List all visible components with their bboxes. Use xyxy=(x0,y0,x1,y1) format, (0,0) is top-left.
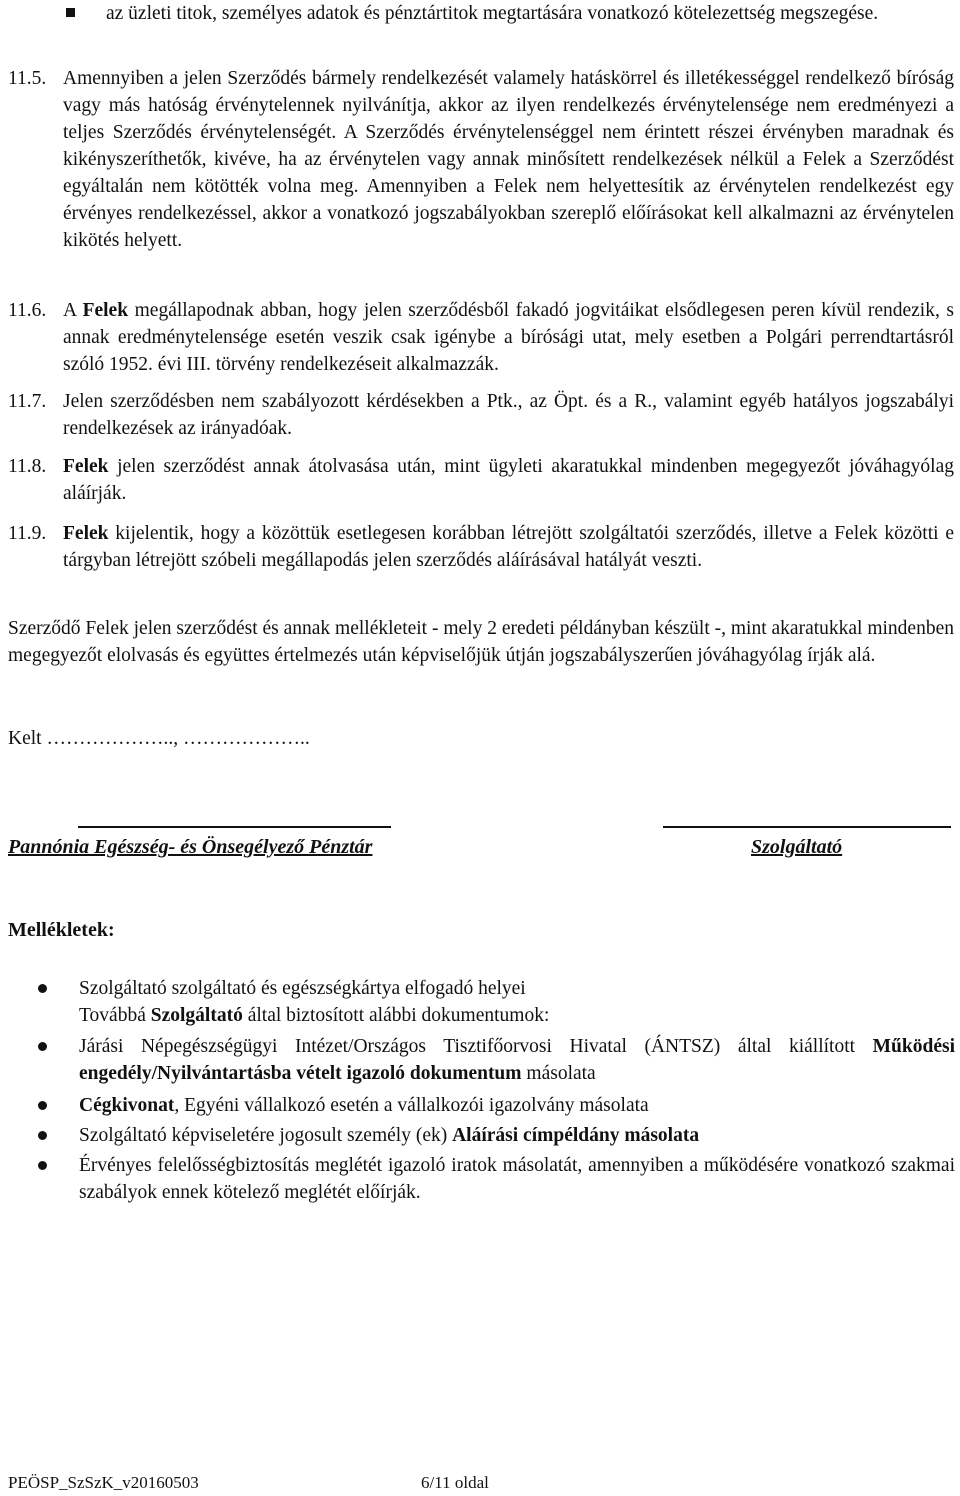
signature-line-right xyxy=(663,826,951,828)
attachment-text: Érvényes felelősségbiztosítás meglétét igazoló iratok másolatát, amennyiben a működésére vonatkozó szakmai szabályok ennek kötelező meglétét előírják. xyxy=(79,1155,955,1203)
signatory-right: Szolgáltató xyxy=(751,836,843,858)
attachment-line: Szolgáltató szolgáltató és egészségkártya elfogadó helyei xyxy=(79,978,526,999)
attachment-text: Járási Népegészségügyi Intézet/Országos Tisztifőorvosi Hivatal (ÁNTSZ) által kiállított Működési engedély/Nyilvántartásba vételt igazoló dokumentum másolata xyxy=(79,1036,955,1084)
clause-bold-term: Felek xyxy=(63,456,109,477)
attachment-text xyxy=(79,975,955,1029)
clause-number: 11.7. xyxy=(8,391,47,412)
clause-11-5 xyxy=(8,65,954,254)
clause-11-6 xyxy=(8,297,954,378)
clause-bold-term: Felek xyxy=(82,300,129,321)
clause-text: Jelen szerződésben nem szabályozott kérdésekben a Ptk., az Öpt. és a R., valamint egyéb hatályos jogszabályi rendelkezések az irányadóak. xyxy=(63,391,954,439)
clause-11-9 xyxy=(8,520,954,574)
clause-text-rest: jelen szerződést annak átolvasása után, mint ügyleti akaratukkal mindenben megegyezőt jóváhagyólag aláírják. xyxy=(63,456,954,504)
clause-text xyxy=(63,297,954,378)
footer-document-id: PEÖSP_SzSzK_v20160503 xyxy=(8,1473,199,1492)
closing-paragraph: Szerződő Felek jelen szerződést és annak mellékleteit - mely 2 eredeti példányban készült -, mint akaratukkal mindenben megegyezőt elolvasás és együttes értelmezés után képviselőjük útján jogszabályszerűen jóváhagyólag írják alá. xyxy=(8,618,954,666)
signature-line-left xyxy=(78,826,391,828)
attachments-heading: Mellékletek: xyxy=(8,919,115,941)
footer-page-number: 6/11 oldal xyxy=(421,1473,489,1492)
clause-text: Amennyiben a jelen Szerződés bármely rendelkezését valamely hatáskörrel és illetékességgel rendelkező bíróság vagy más hatóság érvénytelennek nyilvánítja, akkor az ilyen rendelkezés érvénytelensége nem eredményezi a teljes Szerződés érvénytelenségét. A Szerződés érvénytelenséggel nem érintett részei érvényben maradnak és kikényszeríthetők, kivéve, ha az érvénytelen vagy annak minősített rendelkezések nélkül a Felek a Szerződést egyáltalán nem kötötték volna meg. Amennyiben a Felek nem helyettesítik az érvénytelen rendelkezést egy érvényes rendelkezéssel, akkor a vonatkozó jogszabályokban szereplő előírásokat kell alkalmazni az érvénytelen kikötés helyett. xyxy=(63,68,954,251)
clause-number: 11.8. xyxy=(8,456,47,477)
clause-text-rest: kijelentik, hogy a közöttük esetlegesen korábban létrejött szolgáltatói szerződés, illetve a Felek közötti e tárgyban létrejött szóbeli megállapodás jelen szerződés aláírásával hatályát veszti. xyxy=(63,523,954,571)
bullet-icon xyxy=(38,1161,47,1170)
list-item-text: az üzleti titok, személyes adatok és pénztártitok megtartására vonatkozó kötelezettség megszegése. xyxy=(106,3,879,24)
clause-text xyxy=(63,453,954,507)
bullet-icon xyxy=(38,1131,47,1140)
clause-number: 11.5. xyxy=(8,68,47,89)
clause-11-7 xyxy=(8,388,954,442)
clause-bold-term: Felek xyxy=(63,523,109,544)
square-bullet-icon xyxy=(66,8,75,17)
bullet-icon xyxy=(38,984,47,993)
date-place-line: Kelt ……………….., ……………….. xyxy=(8,728,310,749)
clause-number: 11.6. xyxy=(8,300,47,321)
signatory-left: Pannónia Egészség- és Önsegélyező Pénztár xyxy=(8,836,373,858)
attachment-text: Cégkivonat, Egyéni vállalkozó esetén a vállalkozói igazolvány másolata xyxy=(79,1095,649,1116)
clause-text-rest: megállapodnak abban, hogy jelen szerződésből fakadó jogvitáikat elsődlegesen peren kívül rendezik, s annak eredménytelensége esetén veszik csak igénybe a bírósági utat, mely esetben a Polgári perrendtartásról szóló 1952. évi III. törvény rendelkezéseit alkalmazzák. xyxy=(63,300,954,375)
clause-11-8 xyxy=(8,453,954,507)
clause-number: 11.9. xyxy=(8,523,47,544)
clause-text xyxy=(63,520,954,574)
clause-text-pre: A xyxy=(63,300,83,321)
bullet-icon xyxy=(38,1042,47,1051)
attachment-text: Szolgáltató képviseletére jogosult személy (ek) Aláírási címpéldány másolata xyxy=(79,1125,700,1146)
bullet-icon xyxy=(38,1101,47,1110)
attachment-line: Továbbá Szolgáltató által biztosított alábbi dokumentumok: xyxy=(79,1005,550,1026)
